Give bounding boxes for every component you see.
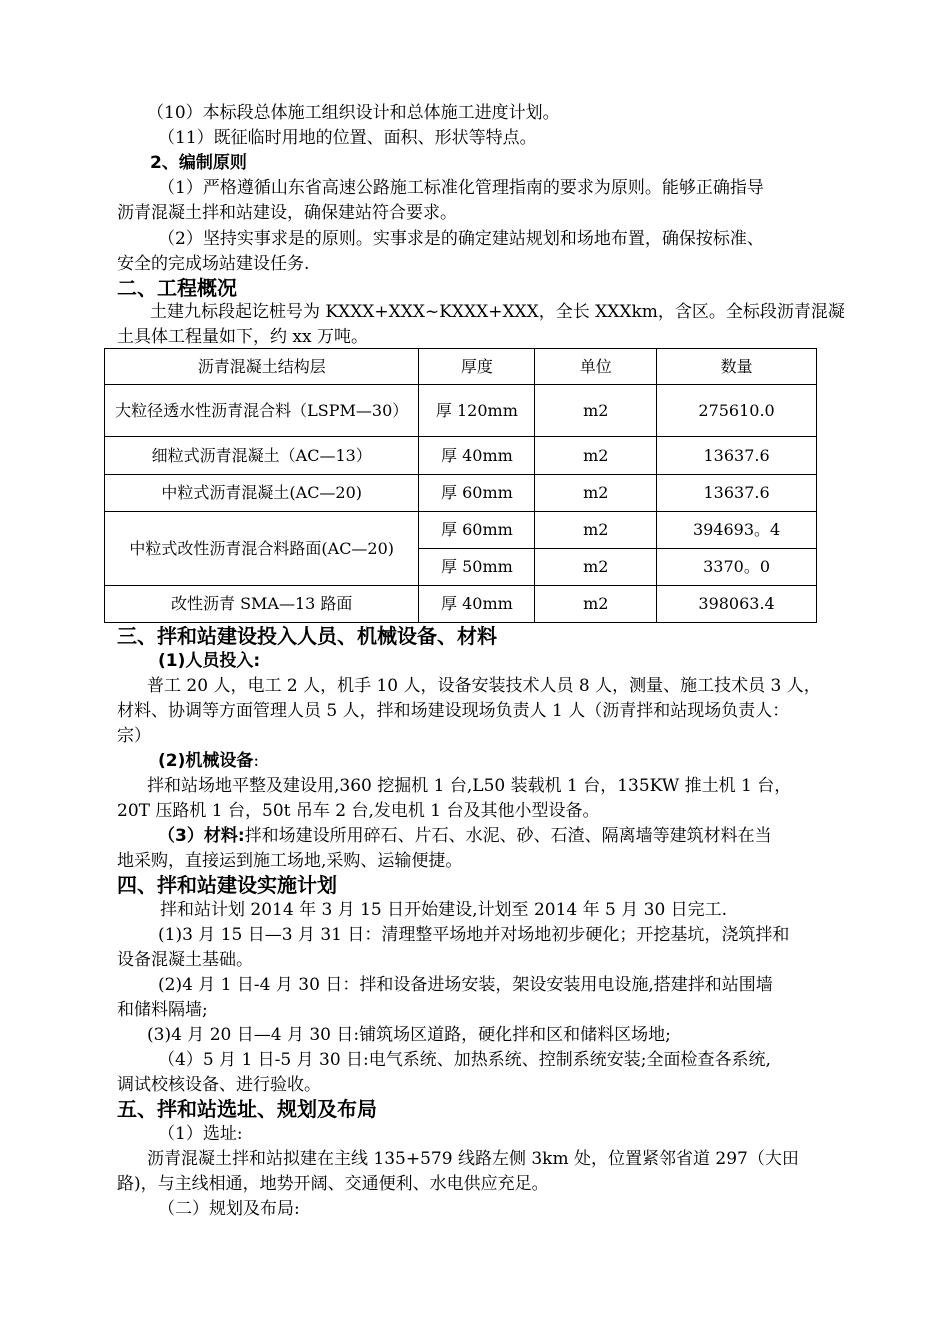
table-cell-thickness: 厚 40mm [419, 586, 535, 623]
subheading: (2)机械设备 [158, 751, 254, 771]
table-cell-thickness: 厚 120mm [419, 385, 535, 437]
text-line: 20T 压路机 1 台，50t 吊车 2 台,发电机 1 台及其他小型设备。 [117, 801, 600, 821]
text-line [158, 824, 772, 848]
table-row [105, 437, 817, 475]
table-header-row [105, 349, 817, 385]
quantity-table [104, 348, 817, 623]
table-row [105, 512, 817, 549]
table-cell-qty: 3370。0 [657, 549, 817, 586]
text-line: 土具体工程量如下，约 xx 万吨。 [117, 327, 368, 347]
table-cell-qty: 13637.6 [657, 475, 817, 512]
text-line: 调试校核设备、进行验收。 [117, 1075, 321, 1095]
colon: : [253, 751, 260, 771]
text-span: 拌和场建设所用碎石、片石、水泥、砂、石渣、隔离墙等建筑材料在当 [244, 826, 772, 846]
subheading: (1)人员投入: [158, 651, 261, 671]
section-heading: 五、拌和站选址、规划及布局 [117, 1097, 377, 1121]
text-line: 材料、协调等方面管理人员 5 人，拌和场建设现场负责人 1 人（沥青拌和站现场负责人： [117, 701, 790, 721]
table-cell-unit: m2 [535, 512, 657, 549]
text-line: (1)3 月 15 日—3 月 31 日：清理整平场地并对场地初步硬化；开挖基坑，浇筑拌和 [158, 925, 790, 945]
table-cell-qty: 275610.0 [657, 385, 817, 437]
section-heading: 三、拌和站建设投入人员、机械设备、材料 [117, 624, 497, 648]
table-header-cell: 数量 [657, 349, 817, 385]
text-line: 沥青混凝土拌和站拟建在主线 135+579 线路左侧 3km 处，位置紧邻省道 297（大田 [147, 1149, 799, 1169]
table-cell-qty: 13637.6 [657, 437, 817, 475]
text-line: （1）选址: [158, 1124, 243, 1144]
section-heading: 四、拌和站建设实施计划 [117, 873, 337, 897]
table-cell-thickness: 厚 40mm [419, 437, 535, 475]
table-cell-layer: 细粒式沥青混凝土（AC—13） [105, 437, 419, 475]
text-line: 普工 20 人，电工 2 人，机手 10 人，设备安装技术人员 8 人，测量、施工技术员 3 人， [147, 676, 821, 696]
text-line: （11）既征临时用地的位置、面积、形状等特点。 [158, 128, 537, 148]
table-cell-thickness: 厚 50mm [419, 549, 535, 586]
text-line: （10）本标段总体施工组织设计和总体施工进度计划。 [147, 103, 560, 123]
table-row [105, 586, 817, 623]
text-line: (2)4 月 1 日-4 月 30 日：拌和设备进场安装，架设安装用电设施,搭建拌和站围墙 [158, 975, 773, 995]
text-line: 安全的完成场站建设任务. [117, 254, 310, 274]
text-line: （4）5 月 1 日-5 月 30 日:电气系统、加热系统、控制系统安装;全面检查各系统, [158, 1050, 771, 1070]
text-line: 路)，与主线相通，地势开阔、交通便利、水电供应充足。 [117, 1174, 549, 1194]
table-header-cell: 厚度 [419, 349, 535, 385]
table-cell-qty: 394693。4 [657, 512, 817, 549]
text-line: 宗） [117, 726, 151, 746]
text-line: 地采购，直接运到施工场地,采购、运输便捷。 [117, 851, 463, 871]
subheading-line [158, 749, 259, 773]
subheading: 2、编制原则 [150, 153, 247, 173]
text-line: 设备混凝土基础。 [117, 950, 253, 970]
table-cell-layer: 中粒式改性沥青混合料路面(AC—20) [105, 512, 419, 586]
text-line: 拌和站计划 2014 年 3 月 15 日开始建设,计划至 2014 年 5 月 30 日完工. [160, 900, 728, 920]
table-cell-thickness: 厚 60mm [419, 475, 535, 512]
table-cell-qty: 398063.4 [657, 586, 817, 623]
text-line: 沥青混凝土拌和站建设，确保建站符合要求。 [117, 203, 457, 223]
table-cell-unit: m2 [535, 475, 657, 512]
table-row [105, 475, 817, 512]
table-cell-unit: m2 [535, 385, 657, 437]
text-line: 土建九标段起讫桩号为 KXXX+XXX~KXXX+XXX，全长 XXXkm，含区。全标段沥青混凝 [150, 302, 845, 322]
text-line: （二）规划及布局: [158, 1199, 300, 1219]
table-cell-layer: 中粒式沥青混凝土(AC—20) [105, 475, 419, 512]
text-line: (3)4 月 20 日—4 月 30 日:铺筑场区道路，硬化拌和区和储料区场地; [147, 1025, 671, 1045]
subheading: （3）材料: [158, 826, 245, 846]
table-header-cell: 沥青混凝土结构层 [105, 349, 419, 385]
table-cell-layer: 大粒径透水性沥青混合料（LSPM—30） [105, 385, 419, 437]
table-cell-thickness: 厚 60mm [419, 512, 535, 549]
text-line: （2）坚持实事求是的原则。实事求是的确定建站规划和场地布置，确保按标准、 [158, 229, 764, 249]
table-row [105, 385, 817, 437]
table-cell-layer: 改性沥青 SMA—13 路面 [105, 586, 419, 623]
text-line: 和储料隔墙; [117, 1000, 208, 1020]
table-cell-unit: m2 [535, 549, 657, 586]
text-line: （1）严格遵循山东省高速公路施工标准化管理指南的要求为原则。能够正确指导 [158, 178, 764, 198]
table-cell-unit: m2 [535, 437, 657, 475]
section-heading: 二、工程概况 [117, 276, 237, 300]
text-line: 拌和站场地平整及建设用,360 挖掘机 1 台,L50 装载机 1 台，135KW 推土机 1 台， [147, 776, 792, 796]
table-header-cell: 单位 [535, 349, 657, 385]
table-cell-unit: m2 [535, 586, 657, 623]
